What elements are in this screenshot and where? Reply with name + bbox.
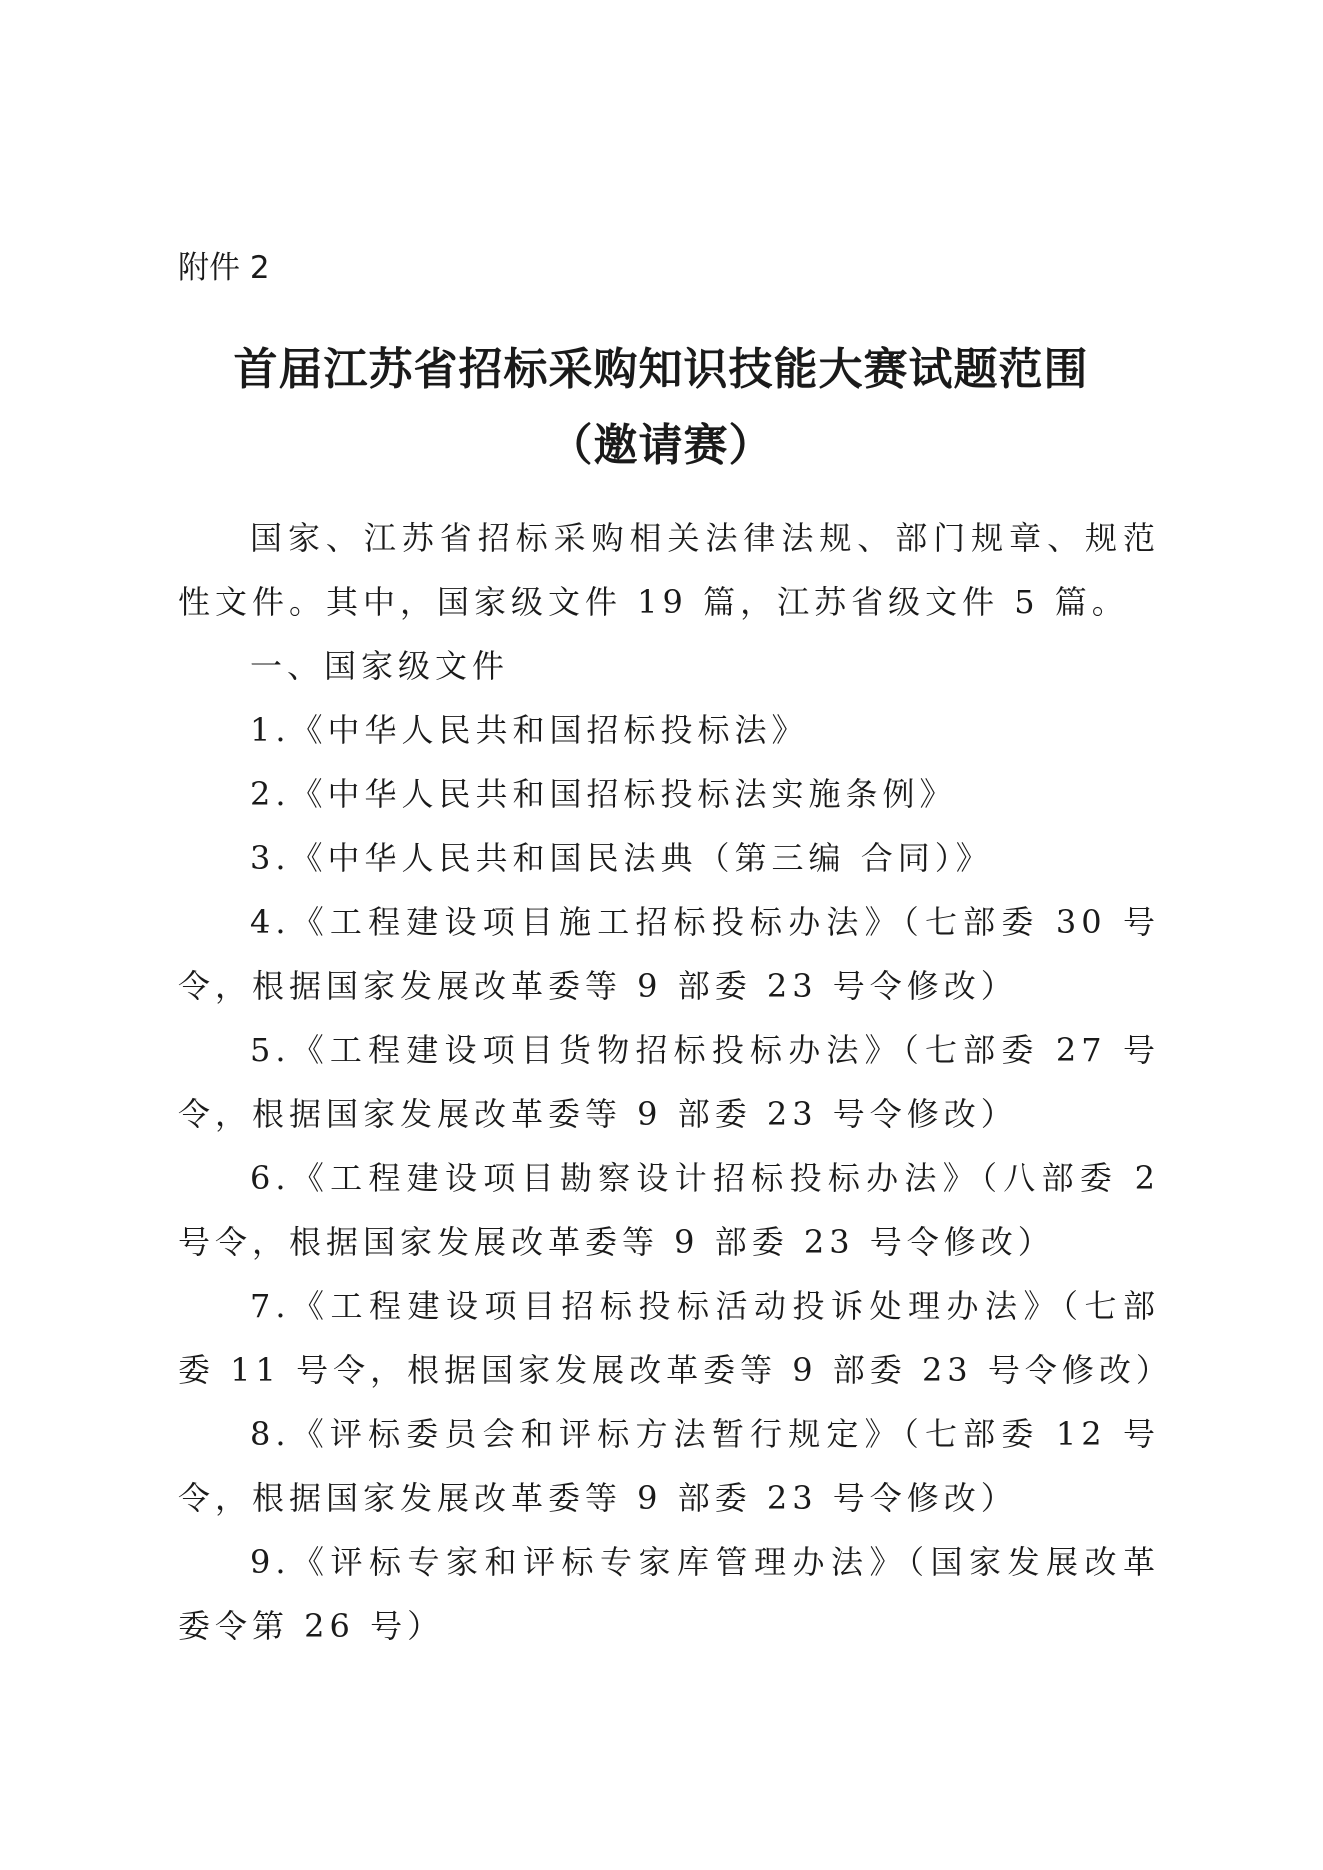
list-item: 6.《工程建设项目勘察设计招标投标办法》（八部委 2 号令，根据国家发展改革委等 9 部委 23 号令修改） [178,1159,1160,1261]
document-body [178,506,1173,1658]
list-item: 5.《工程建设项目货物招标投标办法》（七部委 27 号令，根据国家发展改革委等 9 部委 23 号令修改） [178,1031,1160,1133]
section-heading: 一、国家级文件 [250,647,510,685]
list-item: 1.《中华人民共和国招标投标法》 [250,711,809,749]
title-line-main: 首届江苏省招标采购知识技能大赛试题范围 [233,344,1089,395]
list-item: 9.《评标专家和评标专家库管理办法》（国家发展改革委令第 26 号） [178,1543,1160,1645]
list-item: 4.《工程建设项目施工招标投标办法》（七部委 30 号令，根据国家发展改革委等 9 部委 23 号令修改） [178,903,1160,1005]
list-item: 7.《工程建设项目招标投标活动投诉处理办法》（七部委 11 号令，根据国家发展改革委等 9 部委 23 号令修改） [178,1287,1173,1389]
list-item: 2.《中华人民共和国招标投标法实施条例》 [250,775,957,813]
list-item: 3.《中华人民共和国民法典（第三编 合同）》 [250,839,993,877]
list-item: 8.《评标委员会和评标方法暂行规定》（七部委 12 号令，根据国家发展改革委等 9 部委 23 号令修改） [178,1415,1160,1517]
title-line-sub: （邀请赛） [548,420,774,471]
attachment-label: 附件 2 [178,250,270,286]
document-title [170,332,1152,484]
intro-paragraph: 国家、江苏省招标采购相关法律法规、部门规章、规范性文件。其中，国家级文件 19 篇，江苏省级文件 5 篇。 [178,519,1160,621]
